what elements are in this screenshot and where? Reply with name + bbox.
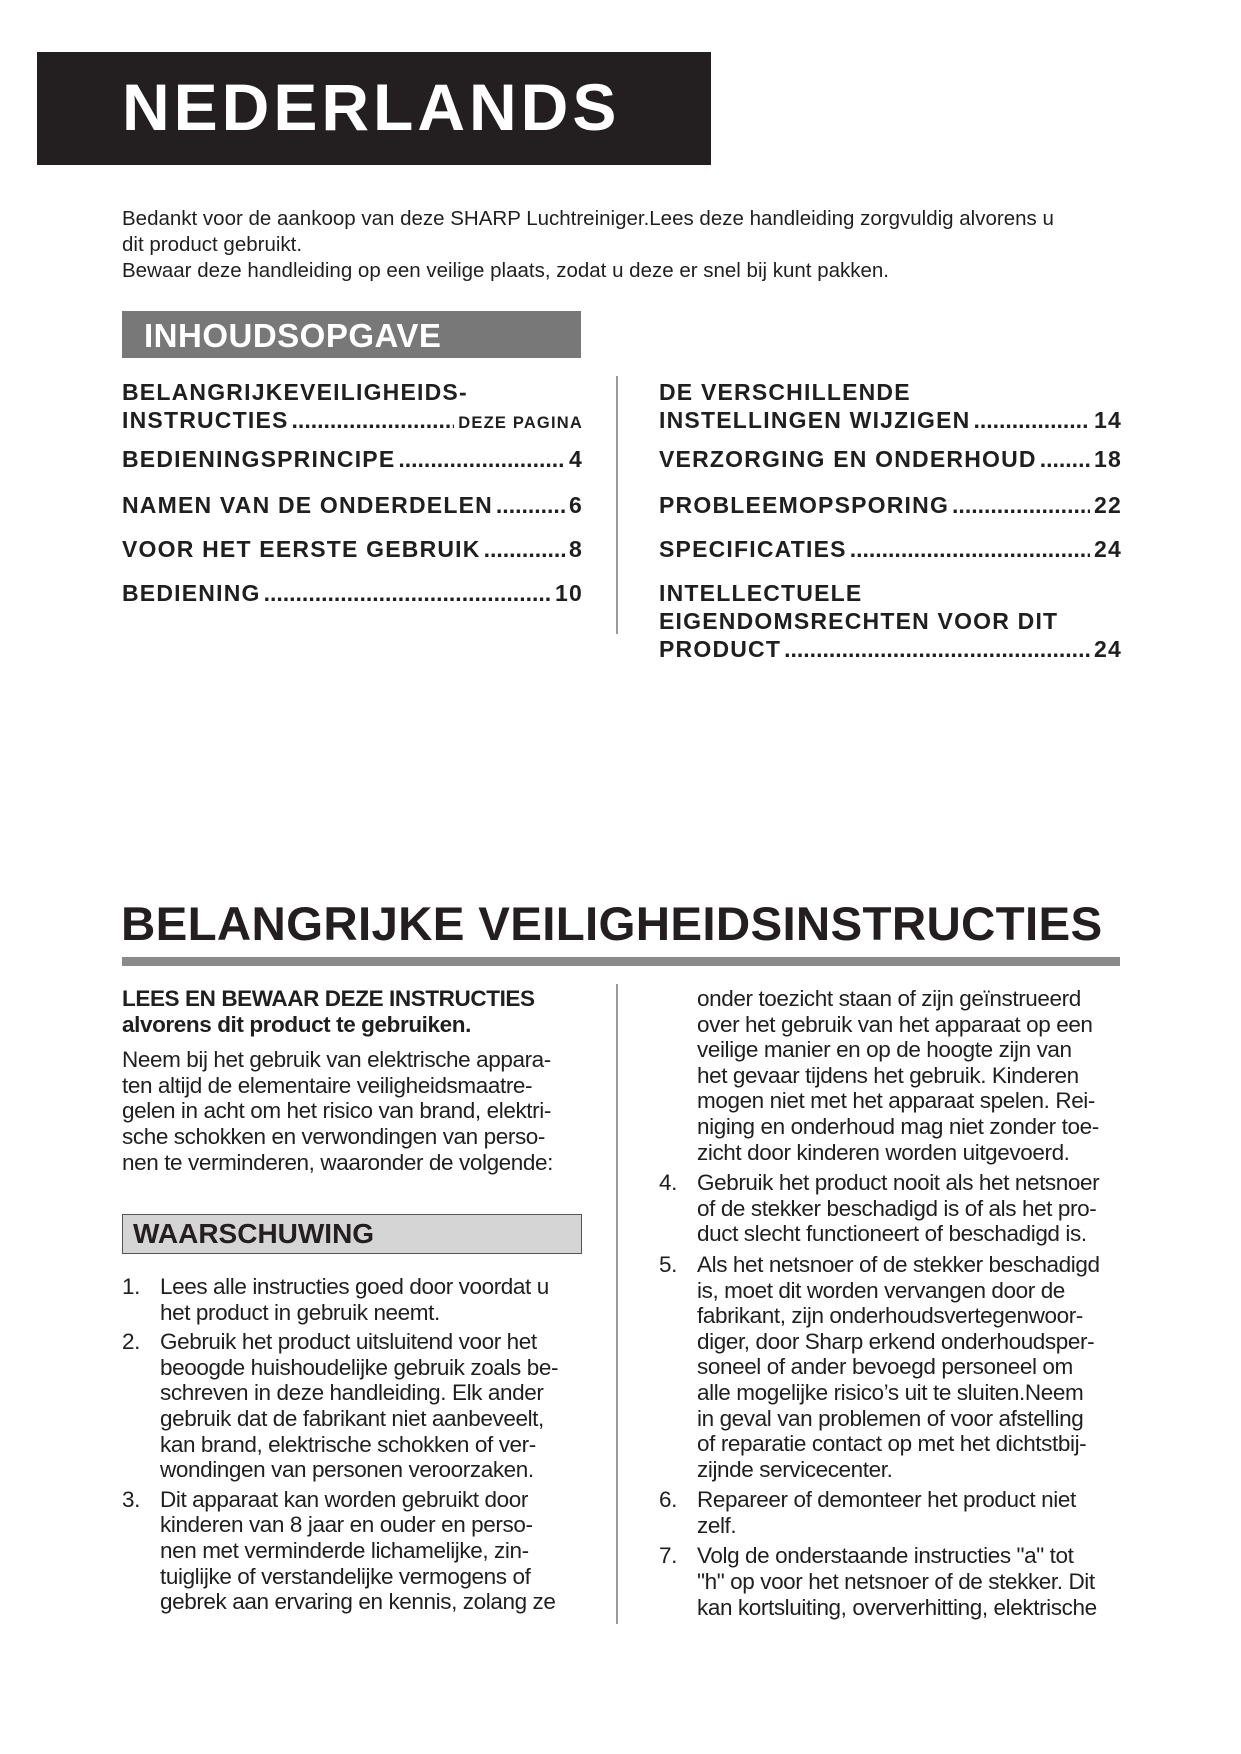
intro-line: dit product gebruikt. (122, 233, 303, 256)
toc-entry[interactable] (659, 378, 1122, 434)
text-line: of reparatie contact op met het dichtstbij- (697, 1431, 1087, 1457)
body-column-divider (616, 984, 618, 1624)
intro-line: Bewaar deze handleiding op een veilige plaats, zodat u deze er snel bij kunt pakken. (122, 259, 889, 282)
text-line: gebruik dat de fabrikant niet aanbeveelt, (160, 1405, 544, 1431)
text-line: is, moet dit worden vervangen door de (697, 1277, 1065, 1303)
text-line: duct slecht functioneert of beschadigd is. (697, 1221, 1087, 1247)
toc-entry-title: PRODUCT (659, 636, 782, 662)
toc-entry-page: 10 (555, 580, 583, 606)
text-line: fabrikant, zijn onderhoudsvertegenwoor- (697, 1303, 1083, 1329)
list-item-number: 5. (659, 1251, 677, 1277)
list-item (659, 1487, 1121, 1538)
toc-entry-title-line: BELANGRIJKEVEILIGHEIDS- (122, 379, 468, 405)
toc-entry[interactable] (659, 579, 1122, 663)
list-item (122, 1274, 592, 1325)
toc-leader-dots (484, 535, 565, 563)
toc-entry-title: INSTELLINGEN WIJZIGEN (659, 407, 971, 433)
language-title: NEDERLANDS (122, 70, 621, 144)
warning-label: WAARSCHUWING (133, 1218, 375, 1249)
list-item-number: 4. (659, 1170, 677, 1196)
text-line: "h" op voor het netsnoer of de stekker. Dit (697, 1569, 1095, 1595)
safety-lead-line: LEES EN BEWAAR DEZE INSTRUCTIES (122, 986, 535, 1011)
text-line: kinderen van 8 jaar en ouder en perso- (160, 1512, 533, 1538)
text-line: Lees alle instructies goed door voordat u (160, 1274, 549, 1299)
list-item-number: 6. (659, 1487, 677, 1513)
toc-leader-dots (850, 535, 1090, 563)
text-line: zelf. (697, 1512, 737, 1538)
intro-text (122, 206, 1122, 284)
toc-leader-dots (1040, 445, 1090, 473)
toc-entry-title: BEDIENINGSPRINCIPE (122, 446, 396, 472)
text-line: diger, door Sharp erkend onderhoudsper- (697, 1328, 1095, 1354)
text-line: ten altijd de elementaire veiligheidsmaatre- (122, 1072, 533, 1098)
toc-entry[interactable] (659, 491, 1122, 519)
text-line: of de stekker beschadigd is of als het pro- (697, 1195, 1097, 1221)
intro-line: Bedankt voor de aankoop van deze SHARP Luchtreiniger.Lees deze handleiding zorgvuldig alvorens u (122, 207, 1054, 230)
warning-label-box (122, 1214, 582, 1254)
list-item (659, 1252, 1121, 1482)
warning-list-left (122, 1274, 592, 1615)
text-line: veilige manier en op de hoogte zijn van (697, 1037, 1072, 1063)
toc-entry[interactable] (122, 445, 583, 473)
safety-section-title: BELANGRIJKE VEILIGHEIDSINSTRUCTIES (121, 898, 1103, 951)
text-line: Als het netsnoer of de stekker beschadigd (697, 1251, 1100, 1277)
toc-entry-page: 22 (1094, 492, 1122, 518)
warning-list-right (659, 986, 1121, 1620)
list-item (122, 1329, 592, 1483)
toc-entry-page: DEZE PAGINA (458, 414, 583, 432)
toc-entry-page: 8 (569, 536, 583, 562)
text-line: soneel of ander bevoegd personeel om (697, 1354, 1073, 1380)
text-line: over het gebruik van het apparaat op een (697, 1011, 1093, 1037)
toc-leader-dots (398, 445, 565, 473)
toc-entry[interactable] (122, 535, 583, 563)
text-line: kan brand, elektrische schokken of ver- (160, 1431, 536, 1457)
safety-intro-paragraph (122, 1047, 592, 1175)
toc-leader-dots (292, 406, 455, 434)
toc-entry-page: 24 (1094, 636, 1122, 662)
text-line: het product in gebruik neemt. (160, 1299, 440, 1325)
text-line: nen met verminderde lichamelijke, zin- (160, 1537, 529, 1563)
text-line: mogen niet met het apparaat spelen. Rei- (697, 1088, 1095, 1114)
toc-entry-title: SPECIFICATIES (659, 536, 847, 562)
toc-entry-page: 18 (1094, 446, 1122, 472)
toc-heading (122, 311, 581, 358)
toc-entry-page: 14 (1094, 407, 1122, 433)
text-line: Volg de onderstaande instructies "a" tot (697, 1543, 1074, 1569)
text-line: Neem bij het gebruik van elektrische appara- (122, 1047, 551, 1073)
toc-entry[interactable] (122, 491, 583, 519)
text-line: onder toezicht staan of zijn geïnstrueerd (697, 986, 1081, 1011)
list-item-number: 1. (122, 1274, 140, 1299)
text-line: Gebruik het product uitsluitend voor het (160, 1329, 537, 1355)
language-banner (37, 52, 711, 165)
toc-column-divider (616, 376, 618, 634)
toc-entry-title-line: EIGENDOMSRECHTEN VOOR DIT (659, 608, 1059, 634)
text-line: zijnde servicecenter. (697, 1456, 893, 1482)
text-line: nen te verminderen, waaronder de volgende: (122, 1149, 553, 1175)
toc-entry-title: INSTRUCTIES (122, 407, 289, 433)
toc-entry-title-line: DE VERSCHILLENDE (659, 379, 911, 405)
toc-entry-title: VOOR HET EERSTE GEBRUIK (122, 536, 481, 562)
text-line: Dit apparaat kan worden gebruikt door (160, 1486, 528, 1512)
text-line: zicht door kinderen worden uitgevoerd. (697, 1139, 1070, 1165)
toc-entry[interactable] (122, 378, 583, 437)
toc-entry-title: VERZORGING EN ONDERHOUD (659, 446, 1037, 472)
text-line: kan kortsluiting, oververhitting, elektrische (697, 1594, 1097, 1620)
text-line: Repareer of demonteer het product niet (697, 1487, 1076, 1513)
toc-leader-dots (973, 406, 1090, 434)
text-line: schreven in deze handleiding. Elk ander (160, 1380, 544, 1406)
toc-entry[interactable] (659, 445, 1122, 473)
toc-entry-page: 4 (569, 446, 583, 472)
text-line: niging en onderhoud mag niet zonder toe- (697, 1113, 1099, 1139)
list-item-number: 2. (122, 1329, 140, 1355)
list-item-number: 3. (122, 1486, 140, 1512)
text-line: sche schokken en verwondingen van perso- (122, 1123, 546, 1149)
text-line: wondingen van personen veroorzaken. (160, 1457, 534, 1483)
toc-entry-page: 24 (1094, 536, 1122, 562)
text-line: gebrek aan ervaring en kennis, zolang ze (160, 1589, 556, 1615)
text-line: alle mogelijke risico’s uit te sluiten.Neem (697, 1379, 1084, 1405)
toc-heading-label: INHOUDSOPGAVE (144, 317, 442, 354)
toc-entry[interactable] (122, 579, 583, 607)
list-item (659, 1543, 1121, 1620)
toc-entry-page: 6 (569, 492, 583, 518)
safety-intro-column (122, 986, 592, 1175)
toc-entry-title: NAMEN VAN DE ONDERDELEN (122, 492, 493, 518)
toc-leader-dots (952, 491, 1090, 519)
toc-leader-dots (264, 579, 551, 607)
list-item-continuation (659, 986, 1121, 1165)
toc-entry-title: BEDIENING (122, 580, 261, 606)
toc-entry-title-line: INTELLECTUELE (659, 580, 863, 606)
list-item-number: 7. (659, 1543, 677, 1569)
text-line: Gebruik het product nooit als het netsnoer (697, 1170, 1100, 1196)
text-line: gelen in acht om het risico van brand, elektri- (122, 1098, 551, 1124)
section-title-rule (122, 957, 1120, 966)
list-item (122, 1487, 592, 1615)
toc-entry[interactable] (659, 535, 1122, 563)
text-line: beoogde huishoudelijke gebruik zoals be- (160, 1354, 559, 1380)
toc-entry-title: PROBLEEMOPSPORING (659, 492, 950, 518)
text-line: tuiglijke of verstandelijke vermogens of (160, 1563, 531, 1589)
safety-lead-line: alvorens dit product te gebruiken. (122, 1011, 471, 1037)
text-line: in geval van problemen of voor afstelling (697, 1405, 1084, 1431)
text-line: het gevaar tijdens het gebruik. Kinderen (697, 1062, 1079, 1088)
toc-leader-dots (784, 635, 1090, 663)
list-item (659, 1170, 1121, 1247)
toc-leader-dots (496, 491, 565, 519)
